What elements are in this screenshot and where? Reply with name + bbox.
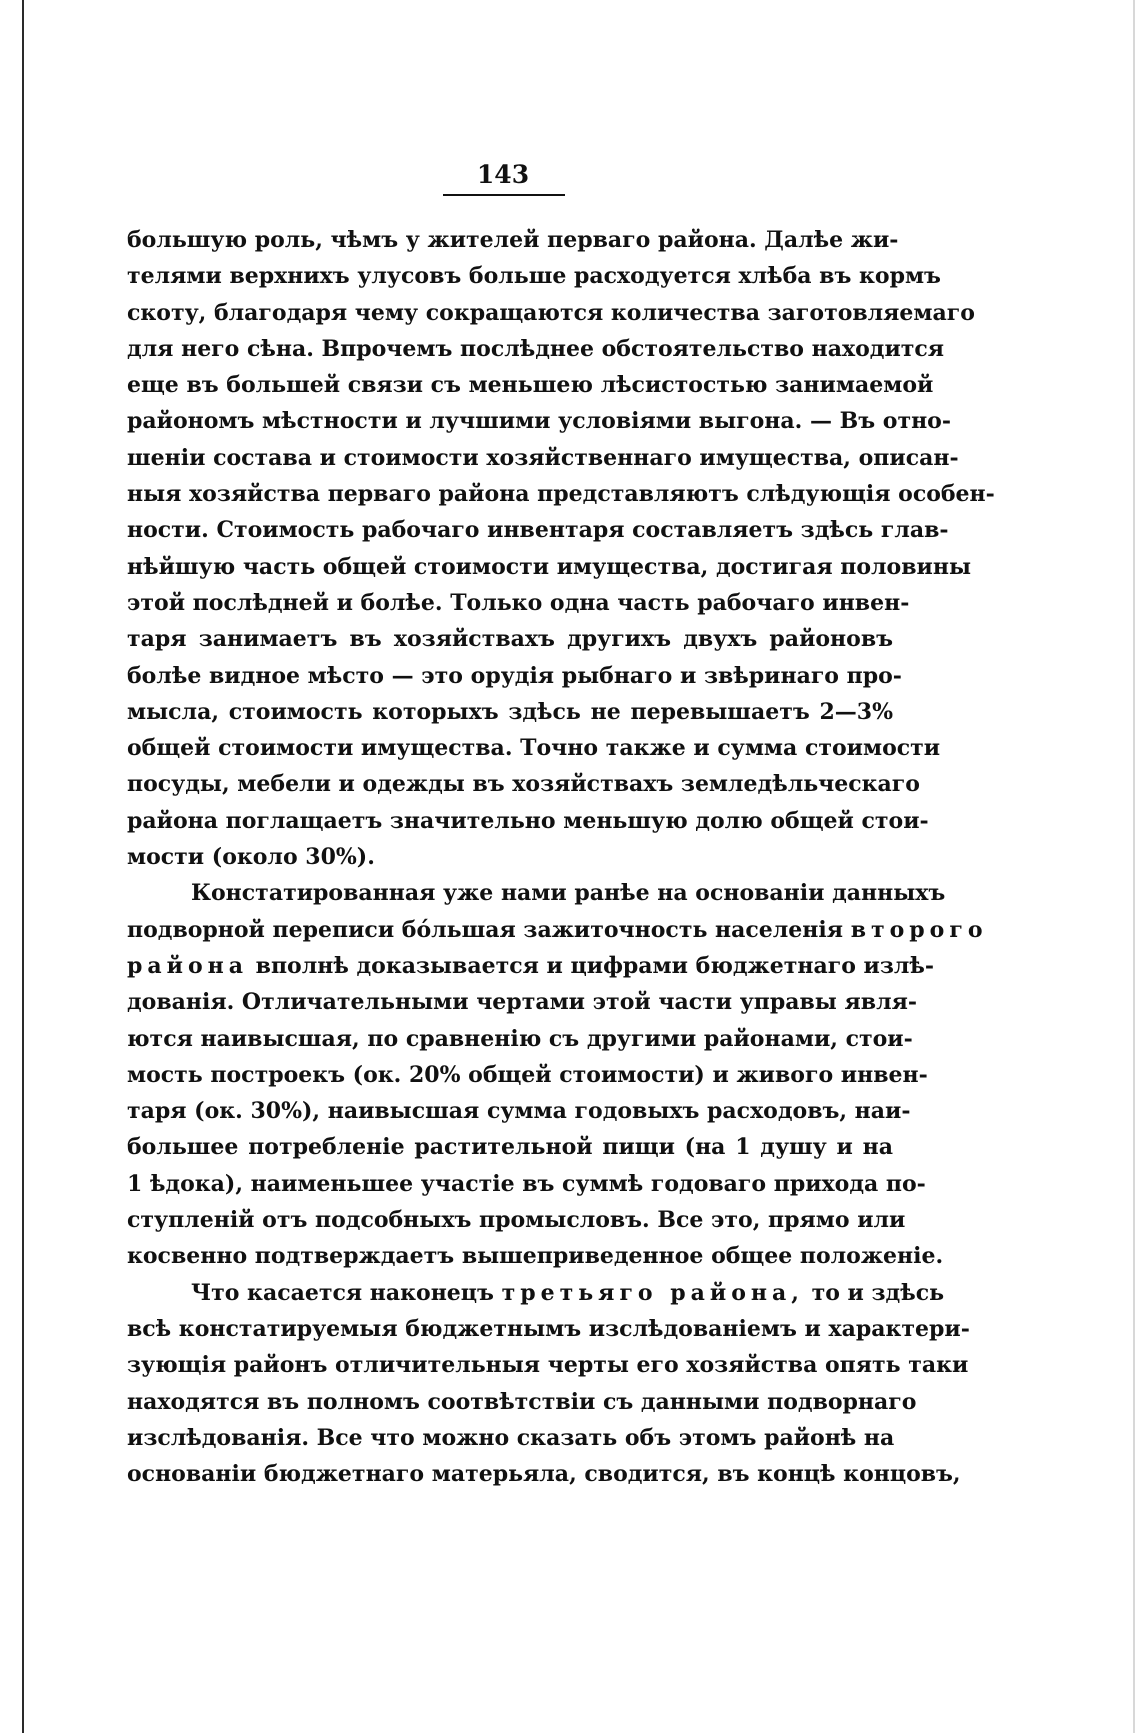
text-span: подворной переписи бо́льшая зажиточность населенія: [127, 916, 844, 943]
text-line: изслѣдованія. Все что можно сказать объ этомъ районѣ на: [127, 1424, 895, 1451]
text-line: шеніи состава и стоимости хозяйственнаго имущества, описан-: [127, 444, 959, 471]
text-line: таря занимаетъ въ хозяйствахъ другихъ двухъ районовъ: [127, 626, 893, 653]
text-line: находятся въ полномъ соотвѣтствіи съ данными подворнаго: [127, 1388, 917, 1415]
text-line-composite: [127, 912, 988, 948]
text-line: мость построекъ (ок. 20% общей стоимости) и живого инвен-: [127, 1061, 928, 1088]
emphasis-span: второго: [850, 916, 988, 943]
text-line: зующія районъ отличительныя черты его хозяйства опять таки: [127, 1352, 969, 1379]
text-line: райономъ мѣстности и лучшими условіями выгона. — Въ отно-: [127, 408, 951, 435]
page-number: 143: [476, 160, 530, 189]
text-line: 1 ѣдока), наименьшее участіе въ суммѣ годоваго прихода по-: [127, 1170, 926, 1197]
text-line: еще въ большей связи съ меньшею лѣсистостью занимаемой: [127, 372, 934, 399]
text-line: косвенно подтверждаетъ вышеприведенное общее положеніе.: [127, 1243, 944, 1270]
text-span: Что касается наконецъ: [191, 1279, 494, 1306]
text-line: этой послѣдней и болѣе. Только одна часть рабочаго инвен-: [127, 589, 910, 616]
text-line: для него сѣна. Впрочемъ послѣднее обстоятельство находится: [127, 335, 945, 362]
text-line: посуды, мебели и одежды въ хозяйствахъ земледѣльческаго: [127, 771, 920, 798]
text-line: телями верхнихъ улусовъ больше расходуется хлѣба въ кормъ: [127, 263, 941, 290]
scan-right-edge: [1133, 0, 1135, 1733]
text-line: большую роль, чѣмъ у жителей перваго района. Далѣе жи-: [127, 227, 899, 253]
text-line: ности. Стоимость рабочаго инвентаря составляетъ здѣсь глав-: [127, 517, 949, 544]
text-span: вполнѣ доказывается и цифрами бюджетнаго излѣ-: [255, 952, 935, 979]
text-line: нѣйшую часть общей стоимости имущества, достигая половины: [127, 553, 971, 580]
text-line: района поглащаетъ значительно меньшую долю общей стои-: [127, 807, 929, 834]
text-line: ныя хозяйства перваго района представляютъ слѣдующія особен-: [127, 481, 995, 508]
page-number-rule: [443, 194, 565, 196]
emphasis-span: района: [127, 952, 248, 979]
text-line: болѣе видное мѣсто — это орудія рыбнаго и звѣринаго про-: [127, 662, 902, 689]
text-line: таря (ок. 30%), наивысшая сумма годовыхъ расходовъ, наи-: [127, 1098, 911, 1125]
text-line: ступленій отъ подсобныхъ промысловъ. Все это, прямо или: [127, 1207, 906, 1234]
text-line: мости (около 30%).: [127, 844, 375, 871]
text-span: то и здѣсь: [811, 1279, 945, 1306]
text-line: большее потребленіе растительной пищи (на 1 душу и на: [127, 1134, 893, 1161]
body-text: [127, 222, 995, 1492]
text-line: Констатированная уже нами ранѣе на основаніи данныхъ: [191, 880, 946, 907]
text-line: общей стоимости имущества. Точно также и сумма стоимости: [127, 735, 941, 762]
text-line: дованія. Отличательными чертами этой части управы явля-: [127, 989, 917, 1016]
text-line: всѣ констатируемыя бюджетнымъ изслѣдованіемъ и характери-: [127, 1315, 970, 1342]
text-line: скоту, благодаря чему сокращаются количества заготовляемаго: [127, 299, 975, 326]
text-line: основаніи бюджетнаго матерьяла, сводится, въ концѣ концовъ,: [127, 1461, 961, 1488]
emphasis-span: третьяго района,: [501, 1279, 804, 1306]
scan-left-edge: [22, 0, 24, 1733]
text-line: ются наивысшая, по сравненію съ другими районами, стои-: [127, 1025, 913, 1052]
text-line-composite: [127, 948, 935, 984]
text-line: мысла, стоимость которыхъ здѣсь не перевышаетъ 2—3%: [127, 698, 893, 725]
text-line-composite: [127, 1275, 945, 1311]
